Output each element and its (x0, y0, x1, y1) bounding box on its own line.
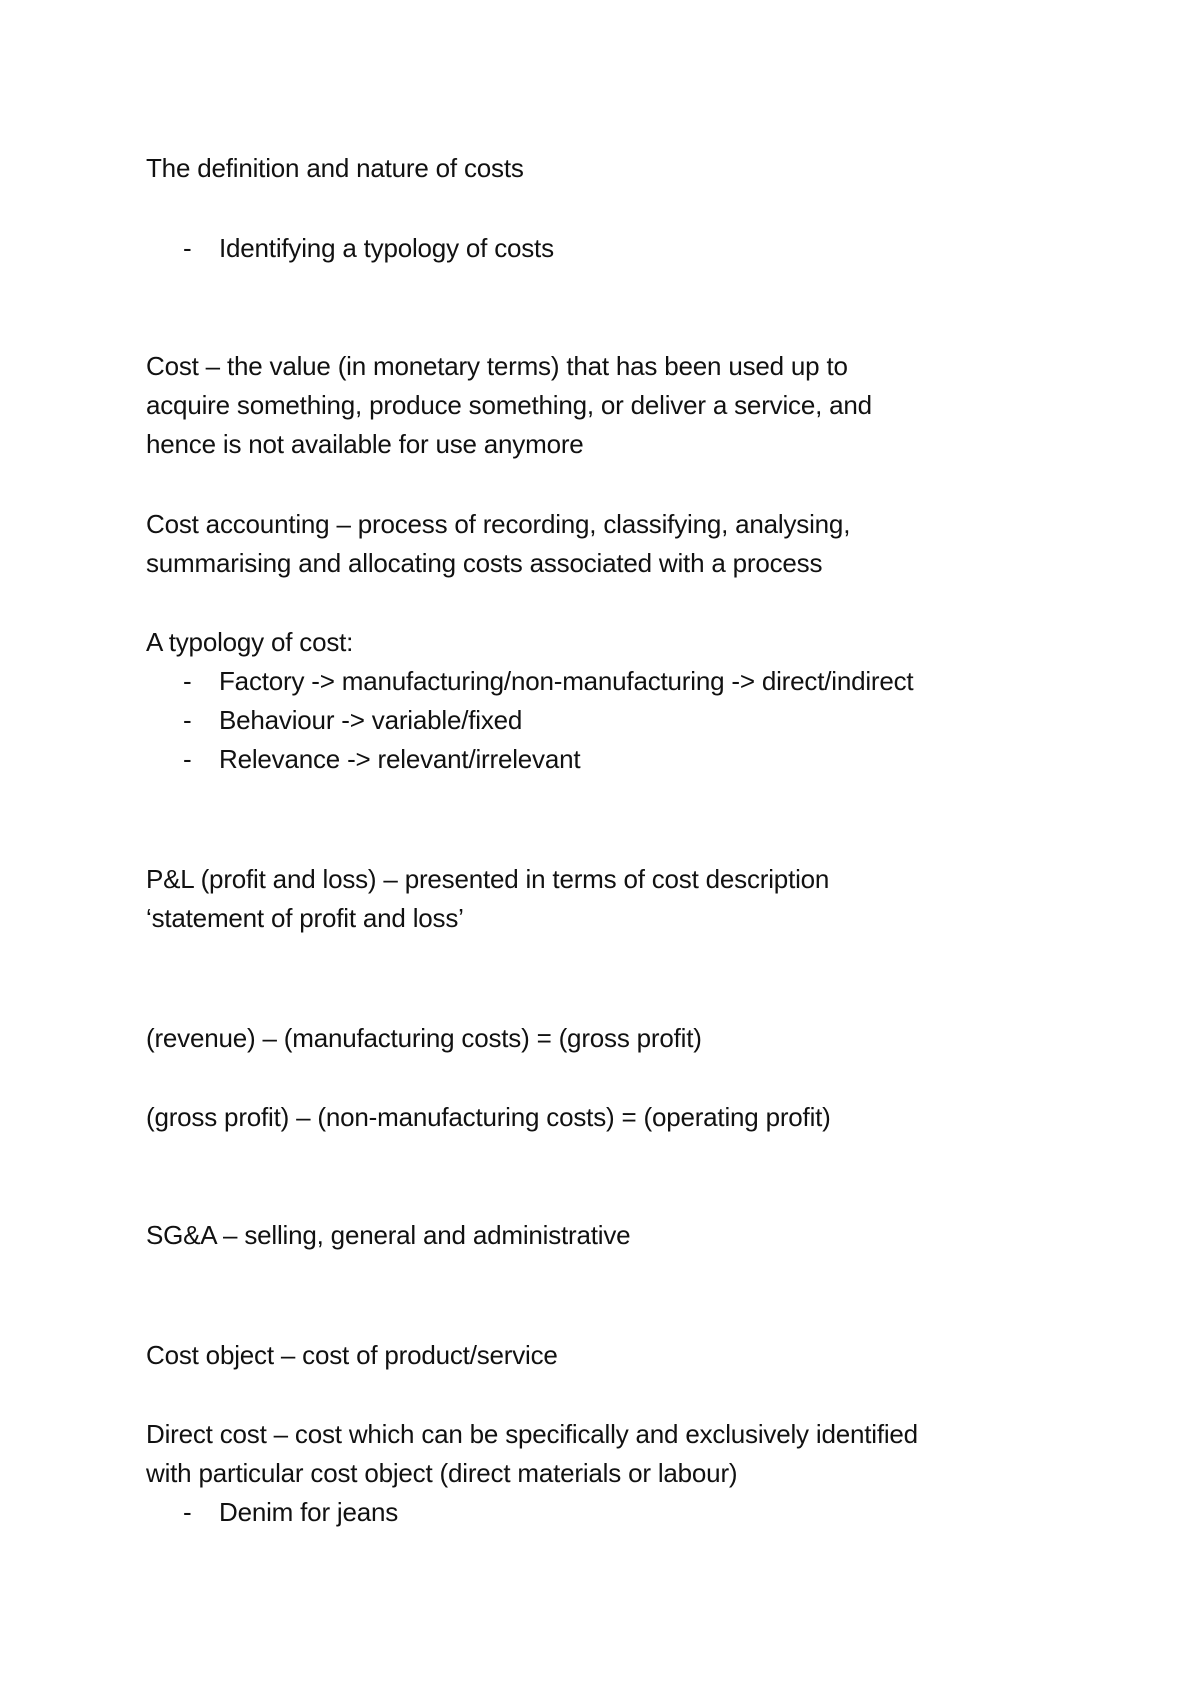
direct-cost-example: Denim for jeans (219, 1497, 399, 1527)
typology-item: Behaviour -> variable/fixed (219, 705, 523, 735)
cost-definition-line-1: Cost – the value (in monetary terms) that has been used up to (146, 351, 848, 381)
bullet-marker: - (183, 744, 192, 774)
sga-definition: SG&A – selling, general and administrative (146, 1220, 631, 1250)
typology-heading: A typology of cost: (146, 627, 354, 657)
bullet-marker: - (183, 705, 192, 735)
cost-object-definition: Cost object – cost of product/service (146, 1340, 558, 1370)
cost-definition-line-2: acquire something, produce something, or deliver a service, and (146, 390, 872, 420)
bullet-marker: - (183, 233, 192, 263)
direct-cost-line-2: with particular cost object (direct materials or labour) (146, 1458, 738, 1488)
gross-profit-equation: (revenue) – (manufacturing costs) = (gross profit) (146, 1023, 702, 1053)
operating-profit-equation: (gross profit) – (non-manufacturing costs) = (operating profit) (146, 1102, 831, 1132)
bullet-marker: - (183, 1497, 192, 1527)
cost-accounting-line-2: summarising and allocating costs associated with a process (146, 548, 823, 578)
direct-cost-line-1: Direct cost – cost which can be specifically and exclusively identified (146, 1419, 918, 1449)
cost-definition-line-3: hence is not available for use anymore (146, 429, 584, 459)
cost-accounting-line-1: Cost accounting – process of recording, classifying, analysing, (146, 509, 851, 539)
page-title: The definition and nature of costs (146, 153, 524, 183)
pl-line-1: P&L (profit and loss) – presented in terms of cost description (146, 864, 830, 894)
typology-item: Relevance -> relevant/irrelevant (219, 744, 581, 774)
intro-bullet: Identifying a typology of costs (219, 233, 554, 263)
typology-item: Factory -> manufacturing/non-manufacturing -> direct/indirect (219, 666, 914, 696)
bullet-marker: - (183, 666, 192, 696)
pl-line-2: ‘statement of profit and loss’ (146, 903, 464, 933)
